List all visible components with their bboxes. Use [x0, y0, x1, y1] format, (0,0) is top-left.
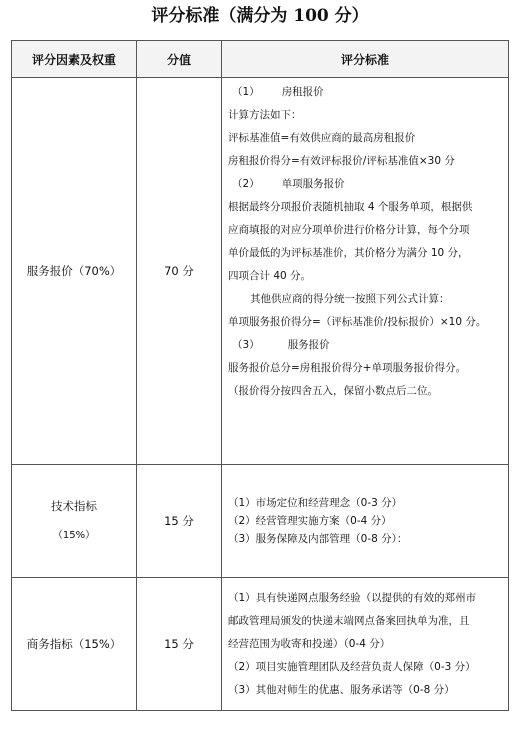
factor-cell: 商务指标（15%） — [12, 578, 137, 711]
table-header-row — [12, 41, 509, 78]
scoring-table — [11, 40, 509, 711]
table-row-business — [12, 578, 509, 711]
table-row-service-price — [12, 78, 509, 465]
criteria-line: （2）项目实施管理团队及经营负责人保障（0-3 分） — [228, 660, 476, 673]
criteria-line: 单价最低的为评标基准价，其价格分为满分 10 分， — [228, 247, 469, 259]
criteria-line: 其他供应商的得分统一按照下列公式计算： — [250, 293, 450, 305]
criteria-line: 经营范围为收寄和投递）（0-4 分） — [228, 637, 391, 650]
factor-label: 技术指标 — [51, 499, 97, 513]
page-title: 评分标准（满分为 100 分） — [151, 6, 369, 26]
criteria-cell — [222, 465, 509, 578]
score-cell: 70 分 — [137, 78, 222, 465]
criteria-line: （3）服务保障及内部管理（0-8 分）： — [228, 533, 408, 545]
score-cell: 15 分 — [137, 465, 222, 578]
factor-cell — [12, 465, 137, 578]
criteria-line: 邮政管理局颁发的快递末端网点备案回执单为准，且 — [228, 614, 470, 627]
criteria-line: 计算方法如下： — [228, 109, 302, 121]
score-cell: 15 分 — [137, 578, 222, 711]
criteria-cell — [222, 78, 509, 465]
criteria-line: 评标基准值=有效供应商的最高房租报价 — [228, 132, 416, 144]
criteria-line: 单项服务报价得分=（评标基准价/投标报价）×10 分。 — [228, 316, 487, 328]
criteria-line: （1）市场定位和经营理念（0-3 分） — [228, 497, 403, 509]
criteria-line: （3）其他对师生的优惠、服务承诺等（0-8 分） — [228, 683, 455, 696]
criteria-line: 应商填报的对应分项单价进行价格分计算，每个分项 — [228, 224, 470, 236]
header-score: 分值 — [137, 41, 222, 78]
factor-weight: （15%） — [52, 530, 96, 541]
header-criteria: 评分标准 — [222, 41, 509, 78]
table-row-technical — [12, 465, 509, 578]
criteria-line: 根据最终分项报价表随机抽取 4 个服务单项，根据供 — [228, 201, 473, 213]
criteria-line: （1） 房租报价 — [232, 86, 324, 98]
criteria-line: （2）经营管理实施方案（0-4 分） — [228, 515, 392, 527]
criteria-line: 房租报价得分=有效评标报价/评标基准值×30 分 — [228, 155, 455, 167]
criteria-line: （报价得分按四舍五入，保留小数点后二位。 — [228, 385, 438, 397]
criteria-line: （3） 服务报价 — [232, 339, 330, 351]
criteria-cell — [222, 578, 509, 711]
criteria-line: （2） 单项服务报价 — [232, 178, 345, 190]
factor-cell: 服务报价（70%） — [12, 78, 137, 465]
criteria-line: 四项合计 40 分。 — [228, 270, 312, 282]
header-factor: 评分因素及权重 — [12, 41, 137, 78]
criteria-line: 服务报价总分=房租报价得分+单项服务报价得分。 — [228, 362, 467, 374]
criteria-line: （1）具有快递网点服务经验（以提供的有效的郑州市 — [228, 591, 477, 604]
